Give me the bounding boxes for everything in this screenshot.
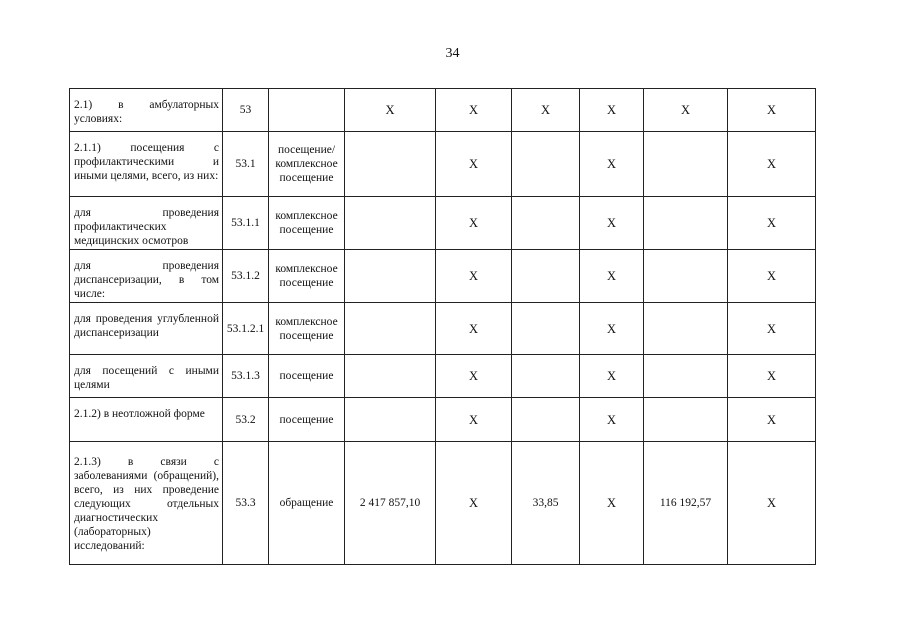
- row-value-cell: 2 417 857,10: [345, 442, 436, 565]
- row-value-cell: X: [436, 355, 512, 398]
- row-value-cell: [512, 197, 580, 250]
- table-row: [70, 132, 854, 197]
- row-value-cell: 33,85: [512, 442, 580, 565]
- row-value-cell: X: [728, 197, 816, 250]
- row-name-cell: для проведения углубленной диспансеризации: [70, 303, 223, 355]
- row-code-cell: 53.1.3: [223, 355, 269, 398]
- row-name-cell: 2.1.2) в неотложной форме: [70, 398, 223, 442]
- row-value-cell: X: [644, 89, 728, 132]
- row-value-cell: X: [728, 442, 816, 565]
- row-value-cell: X: [345, 89, 436, 132]
- row-unit-cell: посещение: [269, 398, 345, 442]
- row-value-cell: 116 192,57: [644, 442, 728, 565]
- row-code-cell: 53.1.1: [223, 197, 269, 250]
- row-code-cell: 53.1.2: [223, 250, 269, 303]
- row-value-cell: [345, 132, 436, 197]
- row-unit-cell: посещение: [269, 355, 345, 398]
- row-value-cell: X: [728, 303, 816, 355]
- row-value-cell: X: [580, 398, 644, 442]
- row-code-cell: 53.2: [223, 398, 269, 442]
- row-value-cell: X: [728, 398, 816, 442]
- row-value-cell: [345, 398, 436, 442]
- row-value-cell: X: [580, 197, 644, 250]
- row-value-cell: X: [580, 303, 644, 355]
- row-value-cell: X: [436, 250, 512, 303]
- row-value-cell: X: [580, 250, 644, 303]
- row-value-cell: X: [580, 355, 644, 398]
- row-value-cell: X: [580, 89, 644, 132]
- row-value-cell: [345, 303, 436, 355]
- row-value-cell: [345, 250, 436, 303]
- row-value-cell: X: [728, 132, 816, 197]
- row-code-cell: 53.1: [223, 132, 269, 197]
- table-row: [70, 250, 854, 303]
- row-value-cell: X: [436, 398, 512, 442]
- row-value-cell: X: [436, 132, 512, 197]
- row-value-cell: [644, 303, 728, 355]
- table-row: [70, 197, 854, 250]
- row-value-cell: [512, 355, 580, 398]
- row-value-cell: X: [436, 442, 512, 565]
- table-row: [70, 442, 854, 565]
- row-value-cell: X: [728, 355, 816, 398]
- row-name-cell: для посещений с иными целями: [70, 355, 223, 398]
- row-value-cell: X: [436, 89, 512, 132]
- row-unit-cell: комплексное посещение: [269, 250, 345, 303]
- row-code-cell: 53: [223, 89, 269, 132]
- row-value-cell: X: [728, 250, 816, 303]
- row-value-cell: X: [580, 132, 644, 197]
- row-value-cell: X: [512, 89, 580, 132]
- row-name-cell: для проведения диспансеризации, в том числе:: [70, 250, 223, 303]
- row-unit-cell: комплексное посещение: [269, 303, 345, 355]
- page-number: 34: [445, 46, 460, 61]
- row-unit-cell: комплексное посещение: [269, 197, 345, 250]
- tariff-table: [69, 88, 854, 565]
- row-value-cell: [512, 132, 580, 197]
- row-value-cell: [644, 132, 728, 197]
- table-row: [70, 89, 854, 132]
- row-code-cell: 53.3: [223, 442, 269, 565]
- row-value-cell: [644, 355, 728, 398]
- row-value-cell: [512, 398, 580, 442]
- row-code-cell: 53.1.2.1: [223, 303, 269, 355]
- row-value-cell: [345, 355, 436, 398]
- row-value-cell: [644, 398, 728, 442]
- row-name-cell: 2.1.1) посещения с профилактическими и иными целями, всего, из них:: [70, 132, 223, 197]
- row-name-cell: 2.1.3) в связи с заболеваниями (обращений), всего, из них проведение следующих отдельных диагностических (лабораторных) исследований:: [70, 442, 223, 565]
- row-unit-cell: обращение: [269, 442, 345, 565]
- table-row: [70, 398, 854, 442]
- row-value-cell: [345, 197, 436, 250]
- row-unit-cell: посещение/ комплексное посещение: [269, 132, 345, 197]
- row-value-cell: X: [580, 442, 644, 565]
- row-name-cell: для проведения профилактических медицинских осмотров: [70, 197, 223, 250]
- table-row: [70, 303, 854, 355]
- row-value-cell: [644, 250, 728, 303]
- row-value-cell: [512, 303, 580, 355]
- row-value-cell: X: [728, 89, 816, 132]
- table-row: [70, 355, 854, 398]
- row-name-cell: 2.1) в амбулаторных условиях:: [70, 89, 223, 132]
- row-unit-cell: [269, 89, 345, 132]
- row-value-cell: [512, 250, 580, 303]
- row-value-cell: [644, 197, 728, 250]
- row-value-cell: X: [436, 303, 512, 355]
- row-value-cell: X: [436, 197, 512, 250]
